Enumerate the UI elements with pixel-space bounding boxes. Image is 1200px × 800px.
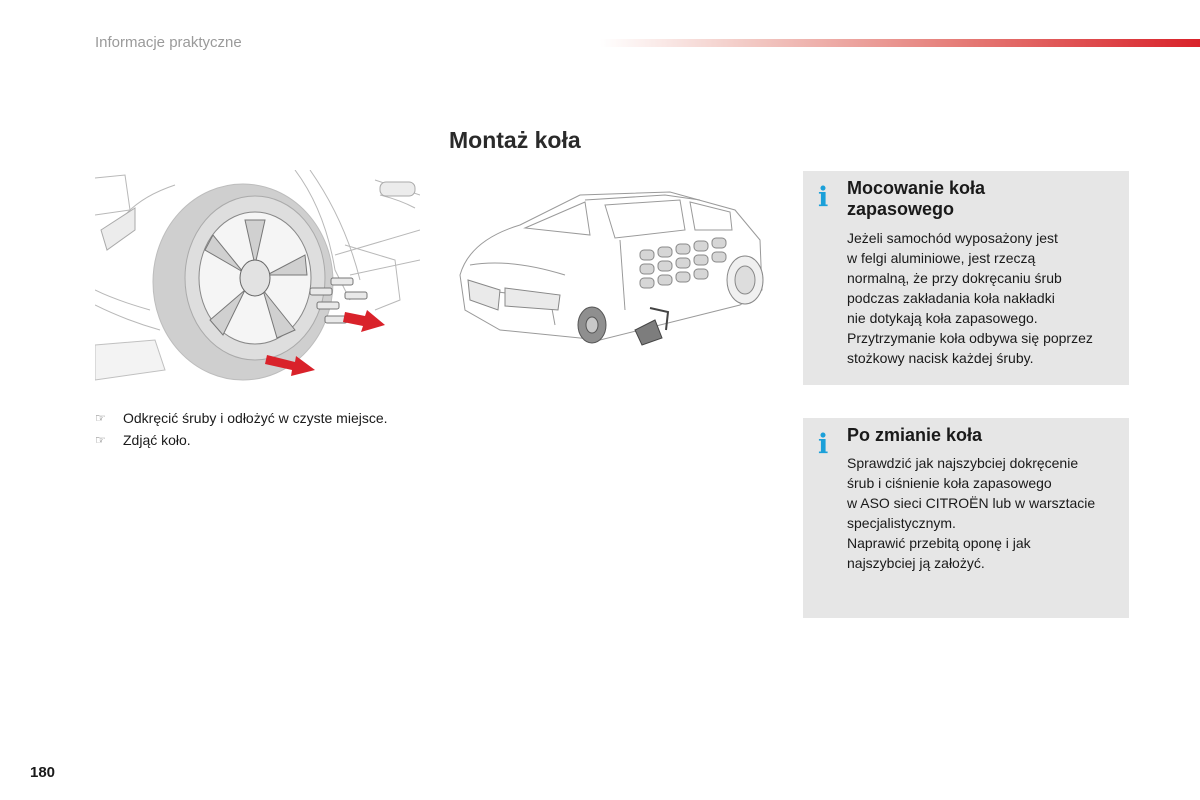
car-on-jack-drawing [440,180,775,365]
list-item [95,407,388,429]
body-line [95,290,150,310]
body-line: w felgi aluminiowe, jest rzeczą [847,250,1036,266]
car-on-jack-illustration [440,180,775,365]
body-line: specjalistycznym. [847,515,956,531]
info-box-body [847,453,1127,573]
headlight [468,280,500,310]
rear-window [690,202,732,230]
body-line [95,175,130,215]
body-line [95,305,160,330]
body-line: normalną, że przy dokręcaniu śrub [847,270,1062,286]
title-line: Mocowanie koła [847,178,986,198]
info-icon: i [818,429,829,460]
info-icon: i [818,182,829,213]
hub [240,260,270,296]
info-box-body [847,228,1127,368]
rear-light [101,208,135,250]
side-vent [380,182,415,196]
list-item [95,429,388,451]
body-line: stożkowy nacisk każdej śruby. [847,350,1034,366]
info-box-title [847,178,985,220]
wheel-removal-illustration [95,170,420,390]
pointing-hand-icon: ☞ [95,433,106,447]
jack [635,320,662,345]
title-line: Po zmianie koła [847,425,983,445]
info-box-title [847,425,982,446]
body-line: Przytrzymanie koła odbywa się poprzez [847,330,1093,346]
body-line [380,195,415,208]
car-outline [460,192,762,340]
body-line: Sprawdzić jak najszybciej dokręcenie [847,455,1079,471]
body-line [335,230,420,255]
grille [505,288,560,310]
body-line: nie dotykają koła zapasowego. [847,310,1038,326]
rear-wheel-rim [735,266,755,294]
wheel-removal-drawing [95,170,420,390]
pointing-hand-icon: ☞ [95,411,106,425]
header-accent-bar [600,39,1200,47]
title-line: zapasowego [847,199,955,219]
door-line [620,240,625,310]
front-window [605,200,685,238]
body-line: najszybciej ją założyć. [847,555,985,571]
info-box-spare-wheel [803,171,1129,385]
airbump-panels [640,238,726,288]
body-line [350,260,420,275]
body-line: Naprawić przebitą oponę i jak [847,535,1031,551]
bonnet-line [470,263,565,275]
page-number: 180 [30,764,56,781]
body-line: w ASO sieci CITROËN lub w warsztacie [847,495,1096,511]
info-box-after-change [803,418,1129,618]
step-text: Odkręcić śruby i odłożyć w czyste miejsce. [123,410,388,426]
bolt-direction-arrow [343,310,385,332]
step-list [95,407,388,451]
section-title: Informacje praktyczne [95,34,242,51]
windscreen [525,202,590,235]
brake-disc [586,317,598,333]
body-line: Jeżeli samochód wyposażony jest [847,230,1058,246]
jack-line [345,245,400,310]
step-text: Zdjąć koło. [123,432,191,448]
page-title: Montaż koła [449,127,581,153]
bumper [95,340,165,380]
body-line: podczas zakładania koła nakładki [847,290,1055,306]
body-line: śrub i ciśnienie koła zapasowego [847,475,1052,491]
